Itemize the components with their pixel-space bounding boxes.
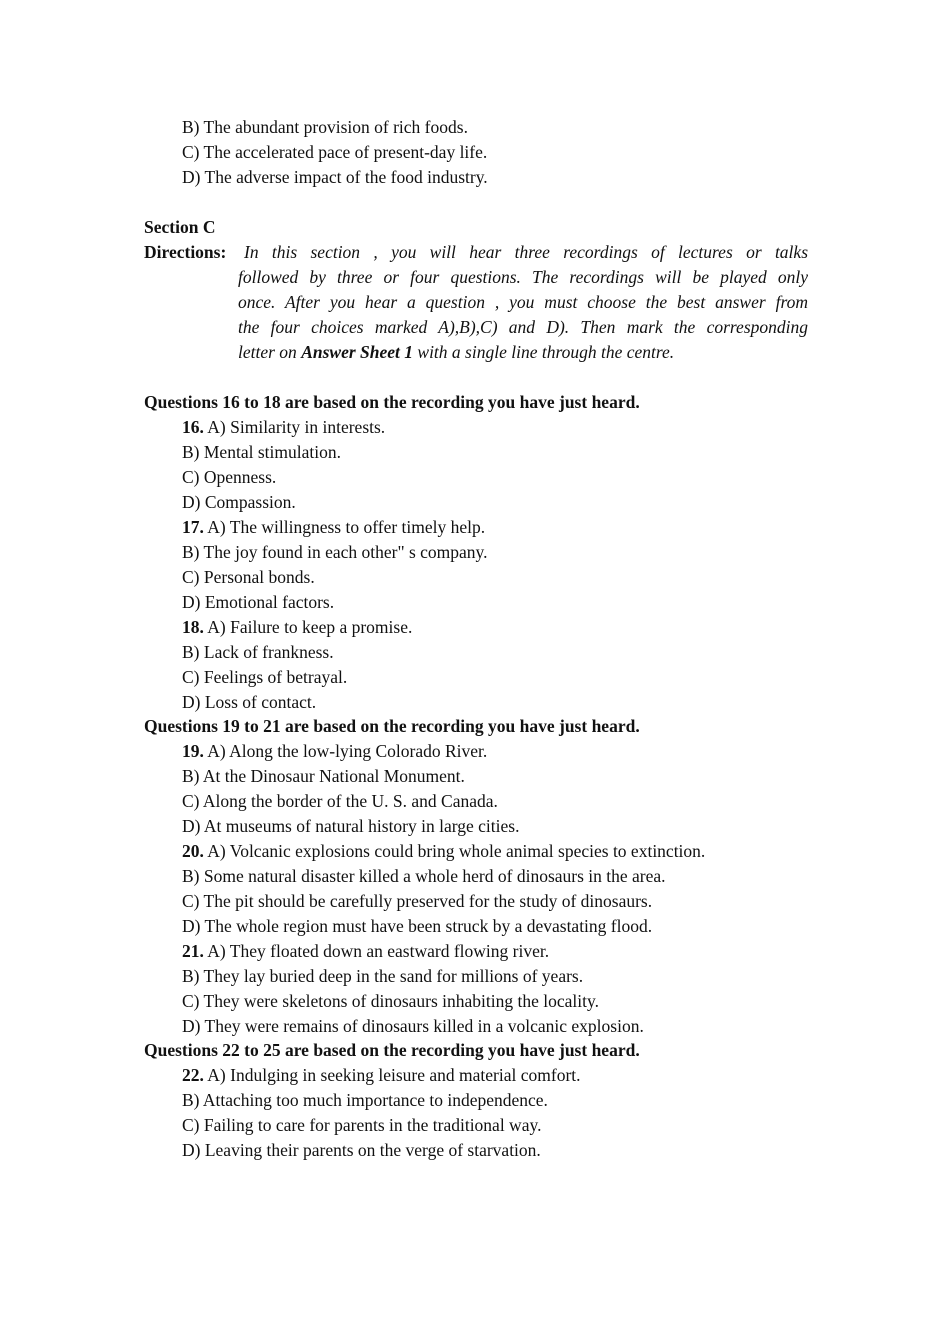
- question-number: 21.: [182, 941, 204, 961]
- option-line: D) The adverse impact of the food industry.: [182, 167, 488, 187]
- option-a: A) Similarity in interests.: [203, 417, 386, 437]
- question-line: [182, 515, 485, 540]
- directions-text: with a single line through the centre.: [413, 342, 675, 362]
- option-line: C) Along the border of the U. S. and Canada.: [182, 791, 498, 811]
- question-line: [182, 939, 549, 964]
- directions-line: once. After you hear a question , you must choose the best answer from: [238, 292, 808, 312]
- directions-first-line: In this section , you will hear three recordings of lectures or talks: [244, 242, 808, 262]
- option-line: D) Emotional factors.: [182, 592, 335, 612]
- question-line: [182, 739, 487, 764]
- group-heading: Questions 16 to 18 are based on the recording you have just heard.: [144, 392, 640, 412]
- option-line: D) They were remains of dinosaurs killed in a volcanic explosion.: [182, 1016, 644, 1036]
- option-line: C) The pit should be carefully preserved for the study of dinosaurs.: [182, 891, 653, 911]
- option-line: C) They were skeletons of dinosaurs inhabiting the locality.: [182, 991, 599, 1011]
- option-line: C) Openness.: [182, 467, 277, 487]
- option-line: B) Attaching too much importance to independence.: [182, 1090, 548, 1110]
- directions-label: Directions:: [144, 242, 227, 262]
- directions-text: letter on: [238, 342, 302, 362]
- group-heading: Questions 19 to 21 are based on the recording you have just heard.: [144, 716, 640, 736]
- option-line: D) Loss of contact.: [182, 692, 317, 712]
- question-number: 22.: [182, 1065, 204, 1085]
- option-line: B) Some natural disaster killed a whole herd of dinosaurs in the area.: [182, 866, 666, 886]
- option-line: B) Mental stimulation.: [182, 442, 341, 462]
- option-line: B) At the Dinosaur National Monument.: [182, 766, 465, 786]
- question-line: [182, 615, 412, 640]
- option-line: C) Feelings of betrayal.: [182, 667, 348, 687]
- group-heading: Questions 22 to 25 are based on the recording you have just heard.: [144, 1040, 640, 1060]
- option-a: A) They floated down an eastward flowing river.: [203, 941, 550, 961]
- option-line: C) The accelerated pace of present-day life.: [182, 142, 488, 162]
- question-number: 18.: [182, 617, 204, 637]
- option-line: B) The joy found in each other" s company.: [182, 542, 488, 562]
- option-line: C) Personal bonds.: [182, 567, 315, 587]
- option-line: D) At museums of natural history in large cities.: [182, 816, 520, 836]
- option-line: D) Leaving their parents on the verge of starvation.: [182, 1140, 541, 1160]
- directions-line: the four choices marked A),B),C) and D). Then mark the corresponding: [238, 317, 808, 337]
- option-line: D) The whole region must have been struck by a devastating flood.: [182, 916, 653, 936]
- directions-line: followed by three or four questions. The recordings will be played only: [238, 267, 808, 287]
- option-line: B) They lay buried deep in the sand for millions of years.: [182, 966, 584, 986]
- option-line: B) The abundant provision of rich foods.: [182, 117, 468, 137]
- section-title: Section C: [144, 217, 216, 237]
- option-a: A) The willingness to offer timely help.: [203, 517, 486, 537]
- option-line: D) Compassion.: [182, 492, 296, 512]
- option-line: C) Failing to care for parents in the traditional way.: [182, 1115, 542, 1135]
- option-a: A) Failure to keep a promise.: [203, 617, 413, 637]
- question-line: [182, 839, 705, 864]
- question-line: [182, 415, 385, 440]
- option-a: A) Indulging in seeking leisure and material comfort.: [203, 1065, 581, 1085]
- option-a: A) Along the low-lying Colorado River.: [203, 741, 488, 761]
- question-line: [182, 1063, 581, 1088]
- directions-last-line: [238, 340, 674, 365]
- question-number: 20.: [182, 841, 204, 861]
- answer-sheet-label: Answer Sheet 1: [301, 342, 414, 362]
- question-number: 16.: [182, 417, 204, 437]
- option-a: A) Volcanic explosions could bring whole animal species to extinction.: [203, 841, 706, 861]
- question-number: 19.: [182, 741, 204, 761]
- option-line: B) Lack of frankness.: [182, 642, 334, 662]
- question-number: 17.: [182, 517, 204, 537]
